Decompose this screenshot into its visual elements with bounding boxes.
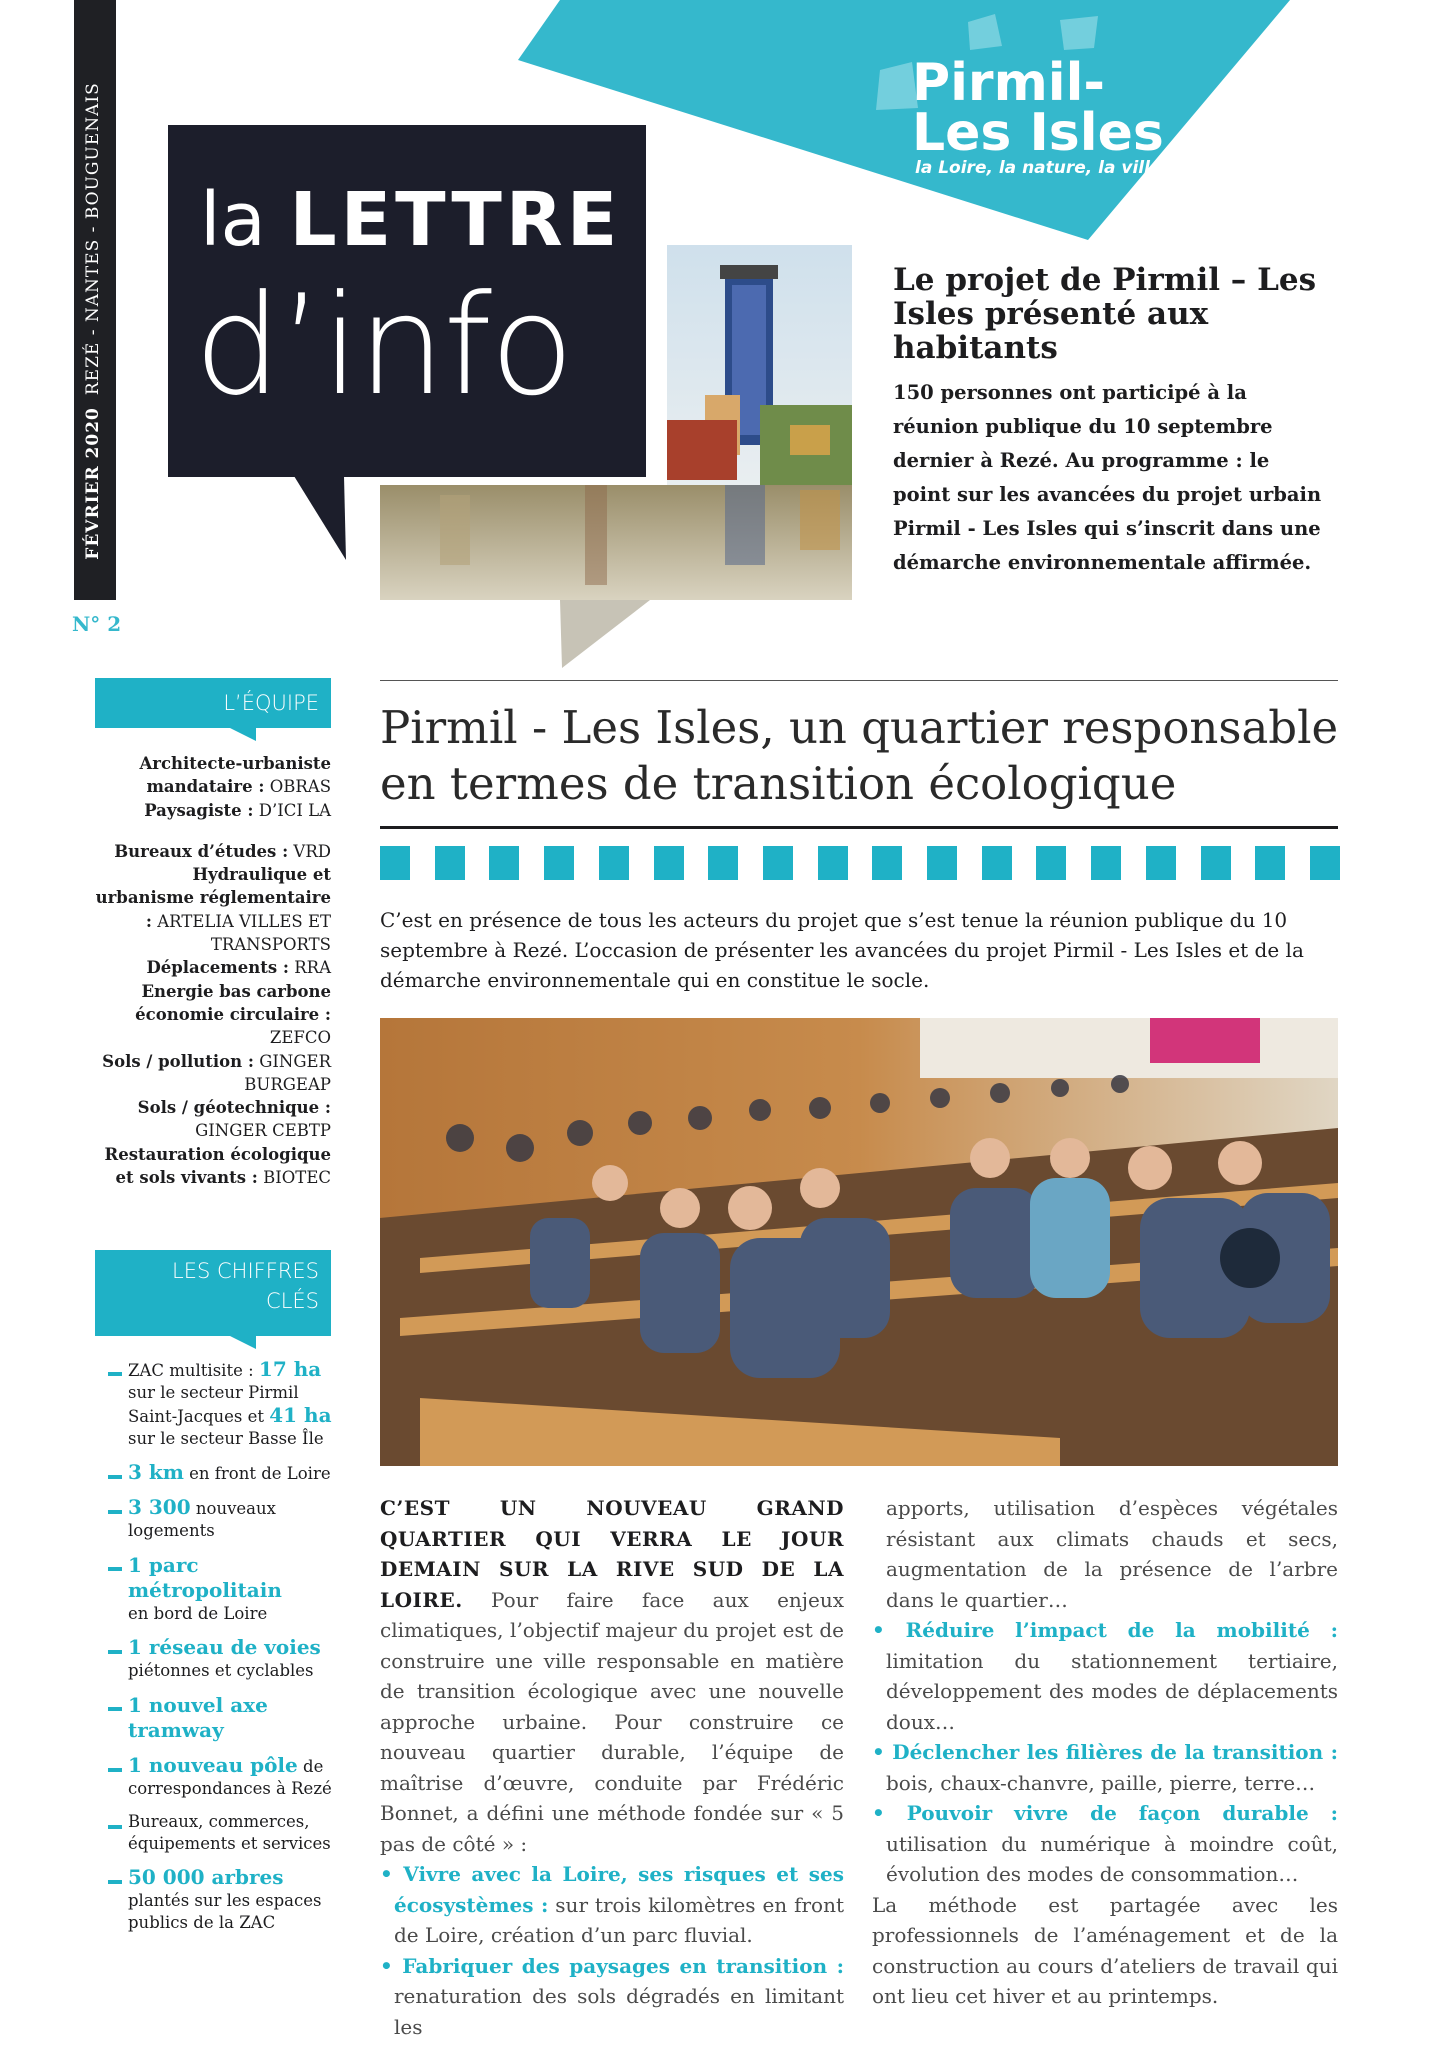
team-entry: Hydraulique et urbanisme réglementaire : ARTELIA VILLES ET TRANSPORTS bbox=[95, 865, 331, 955]
article-column-2: apports, utilisation d’espèces végétales résistant aux climats chauds et secs, augmentation de la présence de l’arbre dans le quartier… • Réduire l’impact de la mobilité : limitation du stationnement tertiaire, développement des modes de déplacements doux… • Déclencher les filières de la transition : bois, chaux-chanvre, paille, pierre, terre… • Pouvoir vivre de façon durable : utilisation du numérique à moindre coût, évolution des modes de consommation… La méthode est partagée avec les professionnels de l’aménagement et de la construction au cours d’ateliers de travail qui ont lieu cet hiver et au printemps. bbox=[872, 1496, 1339, 2008]
team-entry: Bureaux d’études : VRD bbox=[114, 841, 331, 861]
figure-item: ZAC multisite : 17 ha sur le secteur Pirmil Saint-Jacques et 41 ha sur le secteur Basse Île bbox=[108, 1358, 336, 1450]
title-rule bbox=[380, 826, 1338, 829]
team-tab-tail bbox=[228, 727, 258, 743]
title-lettre: la LETTRE bbox=[200, 177, 622, 263]
decorative-squares bbox=[380, 846, 1340, 880]
figure-item: 1 nouvel axe tramway bbox=[108, 1693, 336, 1743]
figure-item: 1 réseau de voies piétonnes et cyclables bbox=[108, 1636, 336, 1682]
team-heading: L’ÉQUIPE bbox=[95, 678, 331, 728]
figure-item: 1 nouveau pôle de correspondances à Rezé bbox=[108, 1754, 336, 1800]
figure-item: 50 000 arbres plantés sur les espaces publics de la ZAC bbox=[108, 1866, 336, 1934]
figures-list bbox=[108, 1358, 336, 1945]
figures-tab-tail bbox=[228, 1335, 258, 1351]
logo-wordmark: Pirmil- Les Isles bbox=[912, 53, 1164, 163]
figure-item: 3 300 nouveaux logements bbox=[108, 1496, 336, 1542]
top-rule bbox=[380, 680, 1338, 681]
team-entry: Restauration écologique et sols vivants : BIOTEC bbox=[104, 1144, 331, 1188]
newsletter-title-box bbox=[168, 125, 646, 477]
headline-title: Le projet de Pirmil – Les Isles présenté aux habitants bbox=[893, 262, 1317, 366]
team-entry: Sols / géotechnique : GINGER CEBTP bbox=[137, 1098, 331, 1141]
headline-lede: 150 personnes ont participé à la réunion publique du 10 septembre dernier à Rezé. Au programme : le point sur les avancées du projet urbain Pirmil - Les Isles qui s’inscrit dans une démarche environnementale affirmée. bbox=[893, 381, 1322, 574]
logo-tagline: la Loire, la nature, la ville bbox=[915, 158, 1162, 178]
issue-date-places: FÉVRIER 2020 REZÉ - NANTES - BOUGUENAIS bbox=[83, 82, 103, 560]
article-title: Pirmil - Les Isles, un quartier responsable en termes de transition écologique bbox=[380, 701, 1339, 810]
article-column-1: C’EST UN NOUVEAU GRAND QUARTIER QUI VERRA LE JOUR DEMAIN SUR LA RIVE SUD DE LA LOIRE. Pour faire face aux enjeux climatiques, l’objectif majeur du projet est de construire une ville responsable en matière de transition écologique avec une nouvelle approche urbaine. Pour construire ce nouveau quartier durable, l’équipe de maîtrise d’œuvre, conduite par Frédéric Bonnet, a défini une méthode fondée sur « 5 pas de côté » : • Vivre avec la Loire, ses risques et ses écosystèmes : sur trois kilomètres en front de Loire, création d’un parc fluvial. • Fabriquer des paysages en transition : renaturation des sols dégradés en limitant les bbox=[380, 1496, 844, 2039]
figure-item: 1 parc métropolitain en bord de Loire bbox=[108, 1553, 336, 1625]
title-info: d’info bbox=[194, 265, 573, 426]
issue-number: N° 2 bbox=[72, 612, 122, 636]
team-entry: Sols / pollution : GINGER BURGEAP bbox=[102, 1051, 331, 1094]
team-entry: Architecte-urbaniste mandataire : OBRAS bbox=[139, 754, 331, 797]
meeting-photo bbox=[380, 1018, 1338, 1466]
team-entry: Energie bas carbone économie circulaire : ZEFCO bbox=[135, 981, 331, 1048]
figure-item: 3 km en front de Loire bbox=[108, 1461, 336, 1485]
team-entry: Déplacements : RRA bbox=[146, 958, 331, 978]
team-entry: Paysagiste : D’ICI LA bbox=[144, 800, 331, 820]
figure-item: Bureaux, commerces, équipements et services bbox=[108, 1811, 336, 1855]
team-list bbox=[95, 752, 331, 1189]
article-intro: C’est en présence de tous les acteurs du projet que s’est tenue la réunion publique du 10 septembre à Rezé. L’occasion de présenter les avancées du projet Pirmil - Les Isles et de la démarche environnementale qui en constitue le socle. bbox=[380, 908, 1304, 992]
figures-heading: LES CHIFFRES CLÉS bbox=[95, 1250, 331, 1336]
